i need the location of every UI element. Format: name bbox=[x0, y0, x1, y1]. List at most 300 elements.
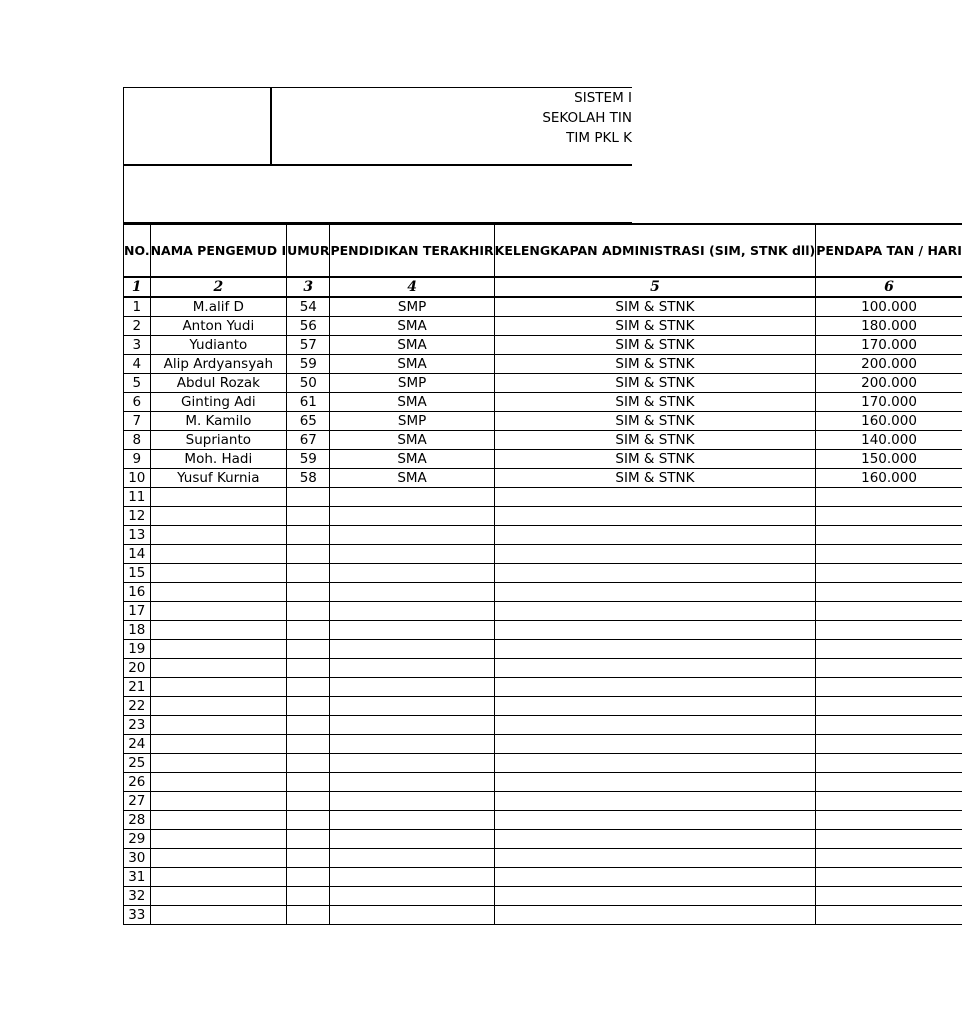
table-row-umur-cell bbox=[287, 868, 330, 887]
table-row-umur-cell bbox=[287, 773, 330, 792]
table-row-pendapatan-cell bbox=[816, 621, 962, 640]
pendidikan-text: SMP bbox=[397, 413, 427, 429]
table-row-pendapatan-cell bbox=[816, 317, 962, 336]
table-row-pendidikan-cell bbox=[330, 735, 494, 754]
table-row-no-cell bbox=[124, 811, 151, 830]
pendidikan-text: SMA bbox=[397, 337, 427, 353]
table-row-pendidikan-cell bbox=[330, 773, 494, 792]
column-header-row-nama-pengemudi-cell bbox=[150, 224, 287, 277]
table-row-umur-cell bbox=[287, 678, 330, 697]
table-row bbox=[124, 545, 962, 564]
no-text: 11 bbox=[128, 489, 146, 505]
table-row-kelengkapan-cell bbox=[494, 773, 816, 792]
table-row bbox=[124, 811, 962, 830]
table-row-nama-pengemudi-cell bbox=[150, 735, 287, 754]
table-row-no-cell bbox=[124, 697, 151, 716]
table-row-pendidikan-cell bbox=[330, 526, 494, 545]
pendapatan-text: 100.000 bbox=[861, 299, 917, 315]
table-row-pendidikan-cell bbox=[330, 431, 494, 450]
table-row-kelengkapan-cell bbox=[494, 545, 816, 564]
table-row bbox=[124, 469, 962, 488]
table-row-no-cell bbox=[124, 583, 151, 602]
umur-text: 50 bbox=[299, 375, 317, 391]
table-row-kelengkapan-cell bbox=[494, 830, 816, 849]
table-row-pendapatan-cell bbox=[816, 735, 962, 754]
table-row bbox=[124, 374, 962, 393]
table-row-pendapatan-cell bbox=[816, 811, 962, 830]
table-row-kelengkapan-cell bbox=[494, 355, 816, 374]
table-row-pendapatan-cell bbox=[816, 659, 962, 678]
table-row-umur-cell bbox=[287, 431, 330, 450]
table-row-nama-pengemudi-cell bbox=[150, 602, 287, 621]
table-row bbox=[124, 450, 962, 469]
table-row-kelengkapan-cell bbox=[494, 393, 816, 412]
nama-pengemudi-text: Ginting Adi bbox=[181, 394, 256, 410]
no-text: 29 bbox=[128, 831, 146, 847]
table-row-umur-cell bbox=[287, 393, 330, 412]
table-row-umur-cell bbox=[287, 374, 330, 393]
table-row-pendapatan-cell bbox=[816, 583, 962, 602]
table-row-kelengkapan-cell bbox=[494, 754, 816, 773]
no-text: 10 bbox=[128, 470, 146, 486]
table-row-umur-cell bbox=[287, 697, 330, 716]
table-row bbox=[124, 697, 962, 716]
table-row bbox=[124, 412, 962, 431]
table-row-umur-cell bbox=[287, 336, 330, 355]
table-row-no-cell bbox=[124, 716, 151, 735]
pendapatan-text: 170.000 bbox=[861, 394, 917, 410]
table-row-no-cell bbox=[124, 526, 151, 545]
table-row-no-cell bbox=[124, 602, 151, 621]
table-row-pendidikan-cell bbox=[330, 716, 494, 735]
nama-pengemudi-text: Yudianto bbox=[189, 337, 248, 353]
table-row-pendapatan-cell bbox=[816, 488, 962, 507]
table-row-pendapatan-cell bbox=[816, 431, 962, 450]
table-row-pendidikan-cell bbox=[330, 488, 494, 507]
table-row-umur-cell bbox=[287, 602, 330, 621]
table-row-pendapatan-cell bbox=[816, 545, 962, 564]
table-row-umur-cell bbox=[287, 659, 330, 678]
no-text: 12 bbox=[128, 508, 146, 524]
table-row-no-cell bbox=[124, 545, 151, 564]
table-row bbox=[124, 621, 962, 640]
pendidikan-text: SMA bbox=[397, 451, 427, 467]
data-table bbox=[123, 223, 962, 925]
table-row-umur-cell bbox=[287, 906, 330, 925]
pendapatan-text: 200.000 bbox=[861, 375, 917, 391]
table-row-no-cell bbox=[124, 450, 151, 469]
table-row-kelengkapan-cell bbox=[494, 849, 816, 868]
no-text: 19 bbox=[128, 641, 146, 657]
umur-text: 61 bbox=[299, 394, 317, 410]
table-row-nama-pengemudi-cell bbox=[150, 488, 287, 507]
table-row-pendapatan-cell bbox=[816, 754, 962, 773]
table-row-pendidikan-cell bbox=[330, 811, 494, 830]
table-row-pendapatan-cell bbox=[816, 640, 962, 659]
nama-pengemudi-text: Suprianto bbox=[185, 432, 252, 448]
table-row-kelengkapan-cell bbox=[494, 735, 816, 754]
table-row-kelengkapan-cell bbox=[494, 678, 816, 697]
column-header-row-pendidikan-cell bbox=[330, 224, 494, 277]
table-row-umur-cell bbox=[287, 621, 330, 640]
table-row-kelengkapan-cell bbox=[494, 792, 816, 811]
table-row-umur-cell bbox=[287, 830, 330, 849]
nama-pengemudi-text: M. Kamilo bbox=[185, 413, 252, 429]
pendidikan-text: SMA bbox=[397, 356, 427, 372]
table-row-umur-cell bbox=[287, 792, 330, 811]
table-row bbox=[124, 431, 962, 450]
table-row-no-cell bbox=[124, 374, 151, 393]
kelengkapan-text: SIM & STNK bbox=[615, 337, 695, 353]
nama-pengemudi-text: M.alif D bbox=[192, 299, 244, 315]
table-row bbox=[124, 526, 962, 545]
table-row bbox=[124, 393, 962, 412]
table-row-pendidikan-cell bbox=[330, 507, 494, 526]
table-row-nama-pengemudi-cell bbox=[150, 431, 287, 450]
table-row-pendidikan-cell bbox=[330, 754, 494, 773]
table-row-no-cell bbox=[124, 640, 151, 659]
table-row-nama-pengemudi-cell bbox=[150, 583, 287, 602]
no-text: 24 bbox=[128, 736, 146, 752]
column-header-row bbox=[124, 224, 962, 277]
header-line-1: SISTEM I bbox=[574, 90, 632, 106]
table-row-pendidikan-cell bbox=[330, 906, 494, 925]
table-row-pendapatan-cell bbox=[816, 393, 962, 412]
table-row bbox=[124, 640, 962, 659]
no-text: 13 bbox=[128, 527, 146, 543]
table-row-nama-pengemudi-cell bbox=[150, 830, 287, 849]
table-row-nama-pengemudi-cell bbox=[150, 393, 287, 412]
no-text: 14 bbox=[128, 546, 146, 562]
table-row-umur-cell bbox=[287, 297, 330, 317]
table-row-nama-pengemudi-cell bbox=[150, 697, 287, 716]
no-text: NO. bbox=[124, 242, 150, 258]
table-row-umur-cell bbox=[287, 488, 330, 507]
umur-text: 57 bbox=[299, 337, 317, 353]
table-row-kelengkapan-cell bbox=[494, 659, 816, 678]
table-row-no-cell bbox=[124, 412, 151, 431]
table-row-kelengkapan-cell bbox=[494, 431, 816, 450]
table-row-umur-cell bbox=[287, 754, 330, 773]
table-row-pendapatan-cell bbox=[816, 887, 962, 906]
table-row-nama-pengemudi-cell bbox=[150, 887, 287, 906]
table-row-pendidikan-cell bbox=[330, 640, 494, 659]
kelengkapan-text: KELENGKAPAN ADMINISTRASI (SIM, STNK dll) bbox=[494, 242, 816, 258]
table-row-nama-pengemudi-cell bbox=[150, 868, 287, 887]
table-row-nama-pengemudi-cell bbox=[150, 659, 287, 678]
table-row bbox=[124, 906, 962, 925]
pendapatan-text: PENDAPA TAN / HARI bbox=[816, 242, 962, 258]
table-row-pendidikan-cell bbox=[330, 792, 494, 811]
table-row bbox=[124, 716, 962, 735]
no-text: 5 bbox=[132, 375, 142, 391]
table-row-umur-cell bbox=[287, 412, 330, 431]
pendapatan-text: 140.000 bbox=[861, 432, 917, 448]
table-row-nama-pengemudi-cell bbox=[150, 773, 287, 792]
pendidikan-text: SMP bbox=[397, 375, 427, 391]
table-row-pendapatan-cell bbox=[816, 336, 962, 355]
no-text: 9 bbox=[132, 451, 142, 467]
nama-pengemudi-text: 2 bbox=[213, 279, 224, 295]
table-row-no-cell bbox=[124, 297, 151, 317]
table-row bbox=[124, 754, 962, 773]
table-row-pendapatan-cell bbox=[816, 716, 962, 735]
nama-pengemudi-text: NAMA PENGEMUD I bbox=[150, 242, 287, 258]
no-text: 26 bbox=[128, 774, 146, 790]
table-row-no-cell bbox=[124, 564, 151, 583]
table-row-pendidikan-cell bbox=[330, 659, 494, 678]
table-row-pendidikan-cell bbox=[330, 887, 494, 906]
table-row-umur-cell bbox=[287, 355, 330, 374]
table-row-umur-cell bbox=[287, 469, 330, 488]
table-row-umur-cell bbox=[287, 887, 330, 906]
table-row-pendidikan-cell bbox=[330, 297, 494, 317]
nama-pengemudi-text: Yusuf Kurnia bbox=[177, 470, 260, 486]
table-row-pendidikan-cell bbox=[330, 355, 494, 374]
no-text: 30 bbox=[128, 850, 146, 866]
table-row-umur-cell bbox=[287, 526, 330, 545]
table-row-kelengkapan-cell bbox=[494, 317, 816, 336]
pendidikan-text: SMA bbox=[397, 432, 427, 448]
table-row bbox=[124, 659, 962, 678]
pendapatan-text: 180.000 bbox=[861, 318, 917, 334]
table-row-kelengkapan-cell bbox=[494, 716, 816, 735]
table-row bbox=[124, 830, 962, 849]
table-row-nama-pengemudi-cell bbox=[150, 678, 287, 697]
kelengkapan-text: SIM & STNK bbox=[615, 318, 695, 334]
table-row-pendapatan-cell bbox=[816, 526, 962, 545]
table-row-kelengkapan-cell bbox=[494, 297, 816, 317]
header-title-cell bbox=[271, 87, 632, 165]
no-text: 20 bbox=[128, 660, 146, 676]
table-row-pendapatan-cell bbox=[816, 297, 962, 317]
table-row-nama-pengemudi-cell bbox=[150, 355, 287, 374]
table-row-pendapatan-cell bbox=[816, 374, 962, 393]
umur-text: 59 bbox=[299, 356, 317, 372]
umur-text: 65 bbox=[299, 413, 317, 429]
table-row-pendapatan-cell bbox=[816, 564, 962, 583]
table-row-kelengkapan-cell bbox=[494, 697, 816, 716]
no-text: 1 bbox=[131, 279, 142, 295]
column-header-row-kelengkapan-cell bbox=[494, 224, 816, 277]
table-row-nama-pengemudi-cell bbox=[150, 640, 287, 659]
pendidikan-text: SMP bbox=[397, 299, 427, 315]
table-row-pendidikan-cell bbox=[330, 621, 494, 640]
table-row-pendidikan-cell bbox=[330, 564, 494, 583]
table-row-nama-pengemudi-cell bbox=[150, 564, 287, 583]
table-row-nama-pengemudi-cell bbox=[150, 621, 287, 640]
table-row bbox=[124, 355, 962, 374]
pendapatan-text: 160.000 bbox=[861, 470, 917, 486]
table-row-pendidikan-cell bbox=[330, 469, 494, 488]
table-row-nama-pengemudi-cell bbox=[150, 297, 287, 317]
table-row-kelengkapan-cell bbox=[494, 412, 816, 431]
table-row-nama-pengemudi-cell bbox=[150, 374, 287, 393]
table-row-no-cell bbox=[124, 507, 151, 526]
no-text: 32 bbox=[128, 888, 146, 904]
no-text: 18 bbox=[128, 622, 146, 638]
table-row bbox=[124, 602, 962, 621]
table-row-umur-cell bbox=[287, 507, 330, 526]
table-row bbox=[124, 868, 962, 887]
table-row-umur-cell bbox=[287, 849, 330, 868]
table-row-nama-pengemudi-cell bbox=[150, 716, 287, 735]
table-row-nama-pengemudi-cell bbox=[150, 507, 287, 526]
table-row-no-cell bbox=[124, 754, 151, 773]
table-row-nama-pengemudi-cell bbox=[150, 317, 287, 336]
no-text: 17 bbox=[128, 603, 146, 619]
no-text: 27 bbox=[128, 793, 146, 809]
table-row-pendapatan-cell bbox=[816, 773, 962, 792]
table-row-no-cell bbox=[124, 659, 151, 678]
umur-text: 59 bbox=[299, 451, 317, 467]
table-row-no-cell bbox=[124, 431, 151, 450]
column-number-row bbox=[124, 277, 962, 297]
table-row-kelengkapan-cell bbox=[494, 450, 816, 469]
umur-text: 3 bbox=[303, 279, 314, 295]
kelengkapan-text: SIM & STNK bbox=[615, 299, 695, 315]
table-row-pendidikan-cell bbox=[330, 849, 494, 868]
kelengkapan-text: SIM & STNK bbox=[615, 356, 695, 372]
table-row-nama-pengemudi-cell bbox=[150, 469, 287, 488]
no-text: 31 bbox=[128, 869, 146, 885]
table-row-pendidikan-cell bbox=[330, 317, 494, 336]
table-row-pendapatan-cell bbox=[816, 849, 962, 868]
table-row-kelengkapan-cell bbox=[494, 526, 816, 545]
table-row-nama-pengemudi-cell bbox=[150, 811, 287, 830]
table-row bbox=[124, 849, 962, 868]
table-row-kelengkapan-cell bbox=[494, 564, 816, 583]
kelengkapan-text: SIM & STNK bbox=[615, 375, 695, 391]
column-header-row-umur-cell bbox=[287, 224, 330, 277]
no-text: 16 bbox=[128, 584, 146, 600]
table-row bbox=[124, 583, 962, 602]
table-row-umur-cell bbox=[287, 640, 330, 659]
column-number-row-pendidikan-cell bbox=[330, 277, 494, 297]
table-row-pendidikan-cell bbox=[330, 412, 494, 431]
table-row bbox=[124, 735, 962, 754]
kelengkapan-text: 5 bbox=[650, 279, 660, 295]
table-row-nama-pengemudi-cell bbox=[150, 849, 287, 868]
pendapatan-text: 200.000 bbox=[861, 356, 917, 372]
table-row-pendapatan-cell bbox=[816, 678, 962, 697]
table-row-pendapatan-cell bbox=[816, 697, 962, 716]
table-row-no-cell bbox=[124, 887, 151, 906]
table-row-pendapatan-cell bbox=[816, 868, 962, 887]
no-text: 6 bbox=[132, 394, 142, 410]
column-header-row-no-cell bbox=[124, 224, 151, 277]
table-row-kelengkapan-cell bbox=[494, 336, 816, 355]
table-row-no-cell bbox=[124, 906, 151, 925]
table-row-kelengkapan-cell bbox=[494, 469, 816, 488]
table-row-nama-pengemudi-cell bbox=[150, 526, 287, 545]
umur-text: 67 bbox=[299, 432, 317, 448]
header-line-2: SEKOLAH TIN bbox=[542, 110, 632, 126]
table-row-no-cell bbox=[124, 621, 151, 640]
table-row-nama-pengemudi-cell bbox=[150, 792, 287, 811]
table-row-kelengkapan-cell bbox=[494, 583, 816, 602]
table-row-pendapatan-cell bbox=[816, 355, 962, 374]
table-row bbox=[124, 507, 962, 526]
no-text: 4 bbox=[132, 356, 142, 372]
no-text: 15 bbox=[128, 565, 146, 581]
table-row-pendidikan-cell bbox=[330, 602, 494, 621]
table-row-umur-cell bbox=[287, 583, 330, 602]
pendidikan-text: SMA bbox=[397, 318, 427, 334]
pendapatan-text: 160.000 bbox=[861, 413, 917, 429]
table-row-no-cell bbox=[124, 773, 151, 792]
table-row-pendidikan-cell bbox=[330, 450, 494, 469]
table-row-nama-pengemudi-cell bbox=[150, 545, 287, 564]
pendapatan-text: 150.000 bbox=[861, 451, 917, 467]
table-row-pendidikan-cell bbox=[330, 830, 494, 849]
table-row-no-cell bbox=[124, 792, 151, 811]
header-left-cell bbox=[123, 87, 272, 165]
table-row-kelengkapan-cell bbox=[494, 507, 816, 526]
table-row bbox=[124, 792, 962, 811]
no-text: 21 bbox=[128, 679, 146, 695]
table-row-nama-pengemudi-cell bbox=[150, 754, 287, 773]
nama-pengemudi-text: Anton Yudi bbox=[182, 318, 255, 334]
column-number-row-no-cell bbox=[124, 277, 151, 297]
table-row-umur-cell bbox=[287, 811, 330, 830]
column-number-row-pendapatan-cell bbox=[816, 277, 962, 297]
table-row-kelengkapan-cell bbox=[494, 811, 816, 830]
table-row-no-cell bbox=[124, 830, 151, 849]
table-row-no-cell bbox=[124, 336, 151, 355]
kelengkapan-text: SIM & STNK bbox=[615, 432, 695, 448]
table-row-pendapatan-cell bbox=[816, 602, 962, 621]
nama-pengemudi-text: Alip Ardyansyah bbox=[163, 356, 274, 372]
table-row-pendapatan-cell bbox=[816, 830, 962, 849]
table-row-pendapatan-cell bbox=[816, 906, 962, 925]
column-number-row-nama-pengemudi-cell bbox=[150, 277, 287, 297]
table-row-nama-pengemudi-cell bbox=[150, 336, 287, 355]
pendidikan-text: 4 bbox=[407, 279, 417, 295]
table-row-no-cell bbox=[124, 317, 151, 336]
no-text: 33 bbox=[128, 907, 146, 923]
table-row bbox=[124, 336, 962, 355]
table-row-pendidikan-cell bbox=[330, 697, 494, 716]
table-row bbox=[124, 488, 962, 507]
table-row-no-cell bbox=[124, 469, 151, 488]
header-line-3: TIM PKL K bbox=[566, 130, 632, 146]
umur-text: 54 bbox=[299, 299, 317, 315]
kelengkapan-text: SIM & STNK bbox=[615, 394, 695, 410]
table-row-nama-pengemudi-cell bbox=[150, 906, 287, 925]
table-row-pendidikan-cell bbox=[330, 678, 494, 697]
nama-pengemudi-text: Moh. Hadi bbox=[184, 451, 253, 467]
no-text: 2 bbox=[132, 318, 142, 334]
table-row-no-cell bbox=[124, 868, 151, 887]
no-text: 22 bbox=[128, 698, 146, 714]
table-row bbox=[124, 887, 962, 906]
no-text: 7 bbox=[132, 413, 142, 429]
pendapatan-text: 6 bbox=[884, 279, 894, 295]
table-row-umur-cell bbox=[287, 735, 330, 754]
table-row-pendapatan-cell bbox=[816, 469, 962, 488]
table-row-umur-cell bbox=[287, 545, 330, 564]
table-row-nama-pengemudi-cell bbox=[150, 412, 287, 431]
table-row-pendidikan-cell bbox=[330, 868, 494, 887]
table-row-pendidikan-cell bbox=[330, 545, 494, 564]
table-row-pendapatan-cell bbox=[816, 450, 962, 469]
table-row-no-cell bbox=[124, 849, 151, 868]
no-text: 23 bbox=[128, 717, 146, 733]
column-header-row-pendapatan-cell bbox=[816, 224, 962, 277]
table-row bbox=[124, 678, 962, 697]
pendidikan-text: PENDIDIKAN TERAKHIR bbox=[330, 242, 494, 258]
